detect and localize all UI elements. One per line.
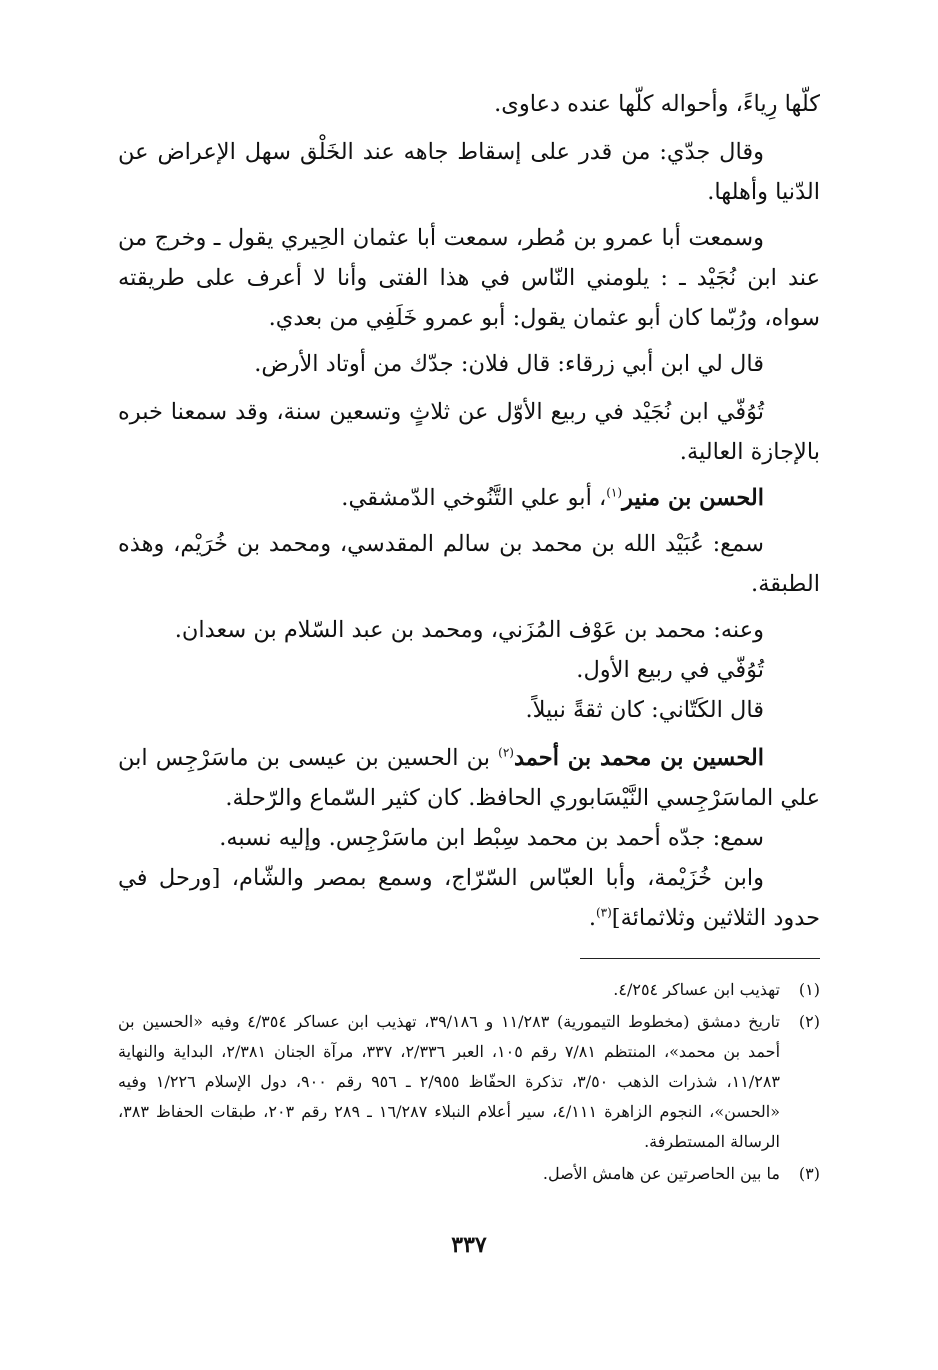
spacer xyxy=(118,730,820,738)
page-number: ٣٣٧ xyxy=(451,1232,487,1258)
paragraph-9: قال الكَتّاني: كان ثقةً نبيلاً. xyxy=(525,697,764,723)
paragraph-10: سمع: جدّه أحمد بن محمد سِبْط ابن ماسَرْجِس. وإليه نسبه. xyxy=(219,825,764,851)
footnotes xyxy=(118,975,820,1189)
footnote-ref: (٢) xyxy=(498,745,514,760)
paragraph-11-text: وابن خُزَيْمة، وأبا العبّاس السّرّاج، وسمع بمصر والشّام، [ورحل في حدود الثلاثين وثلاثمائة] xyxy=(118,865,820,931)
paragraph-2: وقال جدّي: من قدر على إسقاط جاهه عند الخَلْق سهل الإعراض عن الدّنيا وأهلها. xyxy=(118,139,820,205)
paragraph-11 xyxy=(118,858,820,938)
entry-text: بن الحسين بن عيسى بن ماسَرْجِس ابن علي الماسَرْجِسي النَّيْسَابوري الحافظ. كان كثير السّماع والرّحلة. xyxy=(118,745,820,811)
spacer xyxy=(118,384,820,392)
footnote-text: ما بين الحاصرتين عن هامش الأصل. xyxy=(542,1164,780,1183)
paragraph-8: تُوُفّي في ربيع الأول. xyxy=(576,657,764,683)
spacer xyxy=(118,124,820,132)
footnote-1 xyxy=(118,975,820,1005)
footnote-2 xyxy=(118,1007,820,1157)
entry-text: ، أبو علي التَّنُوخي الدّمشقي. xyxy=(341,485,607,511)
paragraph-5: تُوُفّي ابن نُجَيْد في ربيع الأوّل عن ثلاثٍ وتسعين سنة، وقد سمعنا خبره بالإجازة العالية. xyxy=(118,399,820,465)
entry-name: الحسن بن منير xyxy=(622,485,764,511)
footnote-text: تهذيب ابن عساكر ٤/٢٥٤. xyxy=(613,980,780,999)
page-body xyxy=(118,84,820,1191)
footnote-number: (١) xyxy=(798,980,820,999)
paragraph-6: سمع: عُبَيْد الله بن محمد بن سالم المقدسي، ومحمد بن خُرَيْم، وهذه الطبقة. xyxy=(118,531,820,597)
footnote-text: تاريخ دمشق (مخطوط التيمورية) ١١/٢٨٣ و ٣٩/١٨٦، تهذيب ابن عساكر ٤/٣٥٤ وفيه «الحسين بن أحمد بن محمد»، المنتظم ٧/٨١ رقم ١٠٥، العبر ٢/٣٣٦، ٣٣٧، مرآة الجنان ٢/٣٨١، البداية والنهاية ١١/٢٨٣، شذرات الذهب ٣/٥٠، تذكرة الحفّاظ ٢/٩٥٥ ـ ٩٥٦ رقم ٩٠٠، دول الإسلام ١/٢٢٦ وفيه «الحسن»، النجوم الزاهرة ٤/١١١، سير أعلام النبلاء ١٦/٢٨٧ ـ ٢٨٩ رقم ٢٠٣، طبقات الحفاظ ٣٨٣، الرسالة المستطرفة. xyxy=(118,1012,781,1151)
footnote-ref: (١) xyxy=(606,485,623,500)
paragraph-1: كلّها رِياءً، وأحواله كلّها عنده دعاوى. xyxy=(494,91,820,117)
paragraph-11-end: . xyxy=(588,905,596,931)
paragraph-7: وعنه: محمد بن عَوْف المُزَني، ومحمد بن عبد السّلام بن سعدان. xyxy=(174,617,764,643)
footnote-number: (٢) xyxy=(798,1012,820,1031)
footnote-divider xyxy=(580,958,820,959)
entry-name: الحسين بن محمد بن أحمد xyxy=(513,745,764,771)
paragraph-4: قال لي ابن أبي زرقاء: قال فلان: جدّك من أوتاد الأرض. xyxy=(254,351,764,377)
footnote-3 xyxy=(118,1159,820,1189)
entry-hasan-ibn-munir xyxy=(118,478,820,518)
footnote-number: (٣) xyxy=(798,1164,820,1183)
paragraph-3: وسمعت أبا عمرو بن مُطر، سمعت أبا عثمان الحِيري يقول ـ وخرج من عند ابن نُجَيْد ـ : يلومني النّاس في هذا الفتى وأنا لا أعرف على طريقته سواه، ورُبّما كان أبو عثمان يقول: أبو عمرو خَلَفِي من بعدي. xyxy=(118,225,820,331)
footnote-ref: (٣) xyxy=(595,905,612,920)
entry-husayn-ibn-muhammad xyxy=(118,738,820,818)
